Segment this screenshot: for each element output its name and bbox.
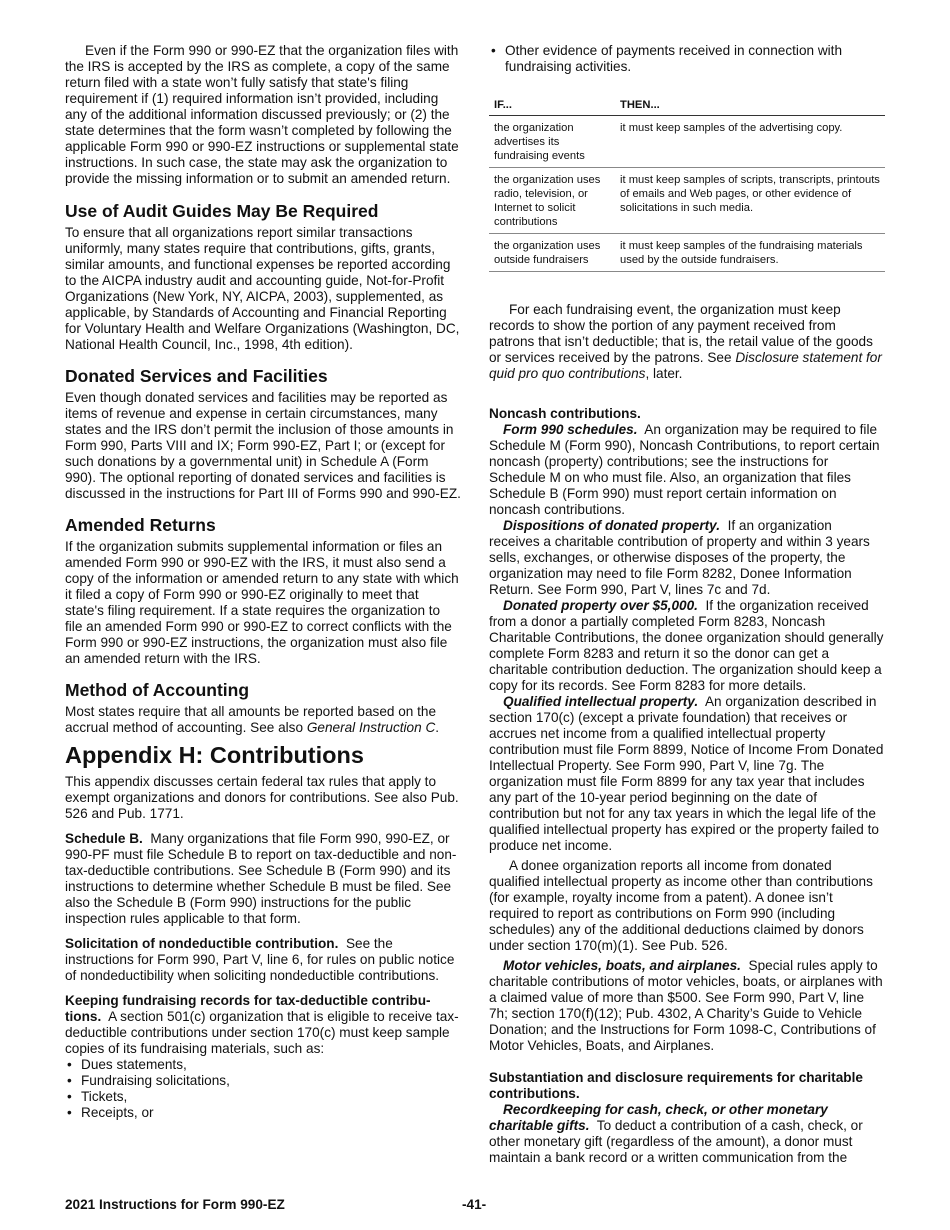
list-item: • Dues statements, bbox=[65, 1057, 461, 1073]
schedule-b-paragraph: Schedule B. Many organizations that file Form 990, 990-EZ, or 990-PF must file Schedule B to report on tax-deductible and non-tax-deductible contributions. See Schedule B (Form 990) and its instructions to determine whether Schedule B must be filed. See also the Schedule B (Form 990) instructions for the public inspection rules applicable to that form. bbox=[65, 831, 457, 926]
list-item: • Fundraising solicitations, bbox=[65, 1073, 461, 1089]
if-then-table bbox=[489, 95, 885, 272]
table-row bbox=[489, 116, 885, 168]
quid-pro-quo-ref: Disclosure statement for quid pro quo contributions bbox=[489, 350, 882, 381]
right-column bbox=[489, 43, 884, 1166]
schedule-b-label: Schedule B. bbox=[65, 831, 143, 846]
audit-guides-heading: Use of Audit Guides May Be Required bbox=[65, 201, 379, 221]
intro-paragraph: Even if the Form 990 or 990-EZ that the organization files with the IRS is accepted by the IRS as complete, a copy of the same return filed with a state won’t fully satisfy that state's filing requirement if (1) required information isn’t provided, including any of the additional information discussed previously; or (2) the state determines that the form wasn’t completed by following the applicable Form 990 or 990-EZ instructions or supplemental state instructions. In such case, the state may ask the organization to provide the missing information or to submit an amended return. bbox=[65, 43, 459, 186]
noncash-heading: Noncash contributions. bbox=[489, 406, 641, 421]
donated-property-paragraph: Donated property over $5,000. If the organization received from a donor a partially completed Form 8283, Noncash Charitable Contributions, the donee organization should generally complete Form 8283 and return it so the donor can get a charitable contribution deduction. The organization should keep a copy for its records. See Form 8283 for more details. bbox=[489, 598, 884, 693]
method-accounting-text: Most states require that all amounts be reported based on the accrual method of accounting. See also General Instruction C. bbox=[65, 704, 440, 735]
table-row bbox=[489, 168, 885, 234]
table-cell: the organization advertises its fundraising events bbox=[489, 116, 615, 168]
if-column-header: IF... bbox=[489, 95, 615, 116]
method-accounting-heading: Method of Accounting bbox=[65, 680, 250, 700]
recordkeeping-paragraph: Recordkeeping for cash, check, or other monetary charitable gifts. To deduct a contribution of a cash, check, or other monetary gift (regardless of the amount), a donor must maintain a bank record or a written communication from the bbox=[489, 1102, 863, 1165]
motor-vehicles-paragraph: Motor vehicles, boats, and airplanes. Special rules apply to charitable contributions of motor vehicles, boats, or airplanes with a claimed value of more than $500. See Form 990, Part V, line 7h; section 170(f)(12); Pub. 4302, A Charity’s Guide to Vehicle Donation; and the Instructions for Form 1098-C, Contributions of Motor Vehicles, Boats, and Airplanes. bbox=[489, 958, 883, 1053]
amended-returns-text: If the organization submits supplemental information or files an amended Form 990 or 990-EZ with the IRS, it must also send a copy of the information or amended return to any state with which it filed a copy of Form 990 or 990-EZ originally to meet that state's filing requirement. If a state requires the organization to file an amended Form 990 or 990-EZ to correct conflicts with the Form 990 or 990-EZ instructions, the organization must also file an amended return with the IRS. bbox=[65, 539, 459, 666]
table-cell: it must keep samples of the fundraising materials used by the outside fundraisers. bbox=[615, 234, 885, 272]
table-cell: it must keep samples of the advertising copy. bbox=[615, 116, 885, 168]
table-cell: it must keep samples of scripts, transcripts, printouts of emails and Web pages, or other evidence of solicitations in such media. bbox=[615, 168, 885, 234]
list-item: • Receipts, or bbox=[65, 1105, 461, 1121]
table-row bbox=[489, 234, 885, 272]
list-item: • Tickets, bbox=[65, 1089, 461, 1105]
general-instruction-ref: General Instruction C bbox=[306, 720, 436, 735]
other-evidence-list bbox=[489, 43, 884, 75]
solicitation-paragraph: Solicitation of nondeductible contribution. See the instructions for Form 990, Part V, line 6, for rules on public notice of nondeductibility when soliciting nondeductible contributions. bbox=[65, 936, 455, 983]
fundraising-materials-list bbox=[65, 1057, 461, 1121]
donee-organization-paragraph: A donee organization reports all income from donated qualified intellectual property as income other than contributions (for example, royalty income from a patent). A donee isn’t required to report as contributions on Form 990 (including schedules) any of the additional deductions claimed by donors under section 170(m)(1). See Pub. 526. bbox=[489, 858, 873, 953]
amended-returns-heading: Amended Returns bbox=[65, 515, 216, 535]
left-column bbox=[65, 43, 461, 1121]
then-column-header: THEN... bbox=[615, 95, 885, 116]
fundraising-event-paragraph: For each fundraising event, the organization must keep records to show the portion of any payment received from patrons that isn’t deductible; that is, the retail value of the goods or services received by the patrons. See Disclosure statement for quid pro quo contributions, later. bbox=[489, 302, 882, 381]
solicitation-label: Solicitation of nondeductible contribution. bbox=[65, 936, 339, 951]
list-item: • Other evidence of payments received in connection with fundraising activities. bbox=[489, 43, 884, 75]
donated-services-heading: Donated Services and Facilities bbox=[65, 366, 328, 386]
form-990-schedules-paragraph: Form 990 schedules. An organization may be required to file Schedule M (Form 990), Noncash Contributions, to report certain noncash (property) contributions; see the instructions for Schedule M on who must file. Also, an organization that files Schedule B (Form 990) must report certain information on noncash contributions. bbox=[489, 422, 880, 517]
table-header-row bbox=[489, 95, 885, 116]
keeping-records-paragraph: Keeping fundraising records for tax-deductible contribu- tions. A section 501(c) organization that is eligible to receive tax-deductible contributions under section 170(c) must keep sample copies of its fundraising materials, such as: bbox=[65, 993, 459, 1056]
page-number: -41- bbox=[462, 1197, 487, 1212]
substantiation-heading: Substantiation and disclosure requirements for charitable contributions. bbox=[489, 1070, 863, 1101]
dispositions-paragraph: Dispositions of donated property. If an organization receives a charitable contribution of property and within 3 years sells, exchanges, or otherwise disposes of the property, the organization may need to file Form 8282, Donee Information Return. See Form 990, Part V, lines 7c and 7d. bbox=[489, 518, 870, 597]
footer-title: 2021 Instructions for Form 990-EZ bbox=[65, 1197, 285, 1212]
audit-guides-text: To ensure that all organizations report similar transactions uniformly, many states require that contributions, gifts, grants, similar amounts, and functional expenses be reported according to the AICPA industry audit and accounting guide, Not-for-Profit Organizations (New York, NY, AICPA, 2003), supplemented, as applicable, by Standards of Accounting and Financial Reporting for Voluntary Health and Welfare Organizations (Washington, DC, National Health Council, Inc., 1998, 4th edition). bbox=[65, 225, 460, 352]
appendix-h-heading: Appendix H: Contributions bbox=[65, 742, 364, 768]
table-cell: the organization uses radio, television, or Internet to solicit contributions bbox=[489, 168, 615, 234]
table-cell: the organization uses outside fundraisers bbox=[489, 234, 615, 272]
appendix-intro-text: This appendix discusses certain federal tax rules that apply to exempt organizations and donors for contributions. See also Pub. 526 and Pub. 1771. bbox=[65, 774, 459, 821]
donated-services-text: Even though donated services and facilities may be reported as items of revenue and expense in certain circumstances, many states and the IRS don’t permit the inclusion of those amounts in Form 990, Parts VIII and IX; Form 990-EZ, Part I; or (except for such donations by a governmental unit) in Schedule A (Form 990). The optional reporting of donated services and facilities is discussed in the instructions for Part III of Forms 990 and 990-EZ. bbox=[65, 390, 461, 501]
intellectual-property-paragraph: Qualified intellectual property. An organization described in section 170(c) (except a private foundation) that receives or accrues net income from a qualified intellectual property contribution must file Form 8899, Notice of Income From Donated Intellectual Property. See Form 990, Part V, line 7g. The organization must file Form 8899 for any tax year that includes any part of the 10-year period beginning on the date of contribution but not for any tax years in which the legal life of the qualified intellectual property has expired or the property failed to produce net income. bbox=[489, 694, 884, 853]
